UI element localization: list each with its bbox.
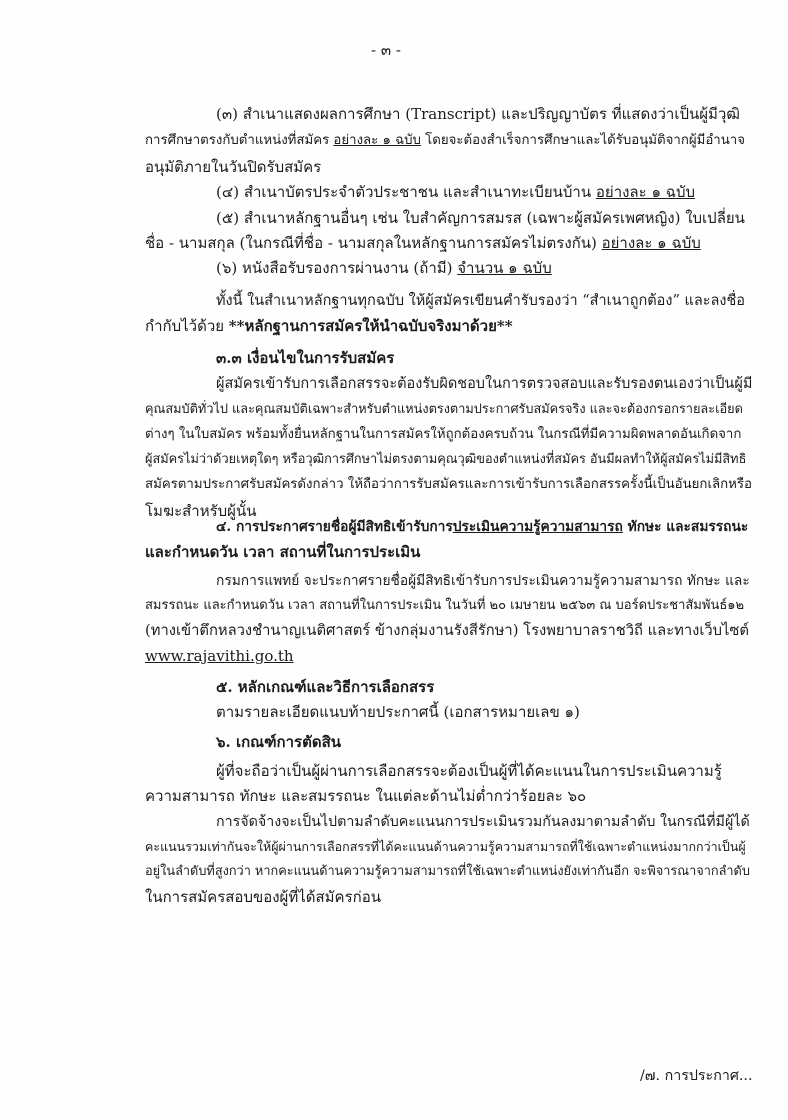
list-item-3-line-3: อนุมัติภายในวันปิดรับสมัคร xyxy=(145,158,322,176)
certify-bold-note: **หลักฐานการสมัครให้นำฉบับจริงมาด้วย** xyxy=(228,317,513,335)
section-3-3-line-3: ต่างๆ ในใบสมัคร พร้อมทั้งยื่นหลักฐานในการสมัครให้ถูกต้องครบถ้วน ในกรณีที่มีความผิดพลาดอันเกิดจาก xyxy=(145,427,742,442)
page-continuation: /๗. การประกาศ... xyxy=(640,1068,753,1084)
list-item-5-quantity: อย่างละ ๑ ฉบับ xyxy=(601,234,701,252)
section-4-heading-underlined: ประเมินความรู้ความสามารถ xyxy=(452,519,623,535)
section-3-3-heading: ๓.๓ เงื่อนไขในการรับสมัคร xyxy=(216,349,395,367)
list-item-6 xyxy=(216,258,552,278)
list-item-3-quantity: อย่างละ ๑ ฉบับ xyxy=(333,133,421,148)
section-3-3-line-6: โมฆะสำหรับผู้นั้น xyxy=(145,502,257,520)
website-link[interactable]: www.rajavithi.go.th xyxy=(145,647,294,665)
section-3-3-line-2: คุณสมบัติทั่วไป และคุณสมบัติเฉพาะสำหรับตำแหน่งตรงตามประกาศรับสมัครจริง และจะต้องกรอกรายละเอียด xyxy=(145,402,743,417)
section-4-heading-text-cont: ทักษะ และสมรรถนะ xyxy=(622,519,749,535)
list-item-6-text: (๖) หนังสือรับรองการผ่านงาน (ถ้ามี) xyxy=(216,259,458,277)
section-3-3-line-1: ผู้สมัครเข้ารับการเลือกสรรจะต้องรับผิดชอบในการตรวจสอบและรับรองตนเองว่าเป็นผู้มี xyxy=(216,376,753,392)
section-4-line-1: กรมการแพทย์ จะประกาศรายชื่อผู้มีสิทธิเข้ารับการประเมินความรู้ความสามารถ ทักษะ และ xyxy=(216,573,750,589)
section-4-line-3: (ทางเข้าตึกหลวงชำนาญเนติศาสตร์ ข้างกลุ่มงานรังสีรักษา) โรงพยาบาลราชวิถี และทางเว็บไซต์ xyxy=(145,622,750,639)
list-item-4-text: (๔) สำเนาบัตรประจำตัวประชาชน และสำเนาทะเบียนบ้าน xyxy=(216,183,596,201)
section-6-heading: ๖. เกณฑ์การตัดสิน xyxy=(216,733,341,751)
list-item-4-quantity: อย่างละ ๑ ฉบับ xyxy=(595,183,696,201)
section-4-heading-text: ๔. การประกาศรายชื่อผู้มีสิทธิเข้ารับการ xyxy=(216,519,453,535)
section-5-text: ตามรายละเอียดแนบท้ายประกาศนี้ (เอกสารหมายเลข ๑) xyxy=(216,703,580,721)
page-number: - ๓ - xyxy=(371,41,401,59)
certify-line-2 xyxy=(145,316,513,336)
list-item-3-text-cont: โดยจะต้องสำเร็จการศึกษาและได้รับอนุมัติจากผู้มีอำนาจ xyxy=(420,133,746,148)
section-6-para-2-line-4: ในการสมัครสอบของผู้ที่ได้สมัครก่อน xyxy=(145,888,381,906)
section-4-line-2: สมรรถนะ และกำหนดวัน เวลา สถานที่ในการประเมิน ในวันที่ ๒๐ เมษายน ๒๕๖๓ ณ บอร์ดประชาสัมพันธ์๑๒ xyxy=(145,598,745,613)
section-4-heading-line-1 xyxy=(216,517,748,537)
certify-text: กำกับไว้ด้วย xyxy=(145,317,229,335)
list-item-5-line-2 xyxy=(145,233,701,253)
list-item-3-text: การศึกษาตรงกับตำแหน่งที่สมัคร xyxy=(145,133,334,148)
section-6-para-2-line-1: การจัดจ้างจะเป็นไปตามลำดับคะแนนการประเมินรวมกันลงมาตามลำดับ ในกรณีที่มีผู้ได้ xyxy=(216,814,750,830)
section-3-3-line-4: ผู้สมัครไม่ว่าด้วยเหตุใดๆ หรือวุฒิการศึกษาไม่ตรงตามคุณวุฒิของตำแหน่งที่สมัคร อันมีผลทำให้ผู้สมัครไม่มีสิทธิ xyxy=(145,452,747,467)
section-3-3-line-5: สมัครตามประกาศรับสมัครดังกล่าว ให้ถือว่าการรับสมัครและการเข้ารับการเลือกสรรครั้งนี้เป็นอันยกเลิกหรือ xyxy=(145,477,752,492)
list-item-4 xyxy=(216,182,695,202)
section-4-heading-line-2: และกำหนดวัน เวลา สถานที่ในการประเมิน xyxy=(145,543,421,561)
list-item-5-text: ชื่อ - นามสกุล (ในกรณีที่ชื่อ - นามสกุลในหลักฐานการสมัครไม่ตรงกัน) xyxy=(145,234,602,252)
section-5-heading: ๕. หลักเกณฑ์และวิธีการเลือกสรร xyxy=(216,678,435,696)
list-item-3-line-2 xyxy=(145,131,745,151)
section-6-para-1-line-2: ความสามารถ ทักษะ และสมรรถนะ ในแต่ละด้านไม่ต่ำกว่าร้อยละ ๖๐ xyxy=(145,787,587,805)
certify-line-1: ทั้งนี้ ในสำเนาหลักฐานทุกฉบับ ให้ผู้สมัครเขียนคำรับรองว่า “สำเนาถูกต้อง” และลงชื่อ xyxy=(216,293,746,309)
section-6-para-2-line-2: คะแนนรวมเท่ากันจะให้ผู้ผ่านการเลือกสรรที่ได้คะแนนด้านความรู้ความสามารถที่ใช้เฉพาะตำแหน่งมากกว่าเป็นผู้ xyxy=(145,839,746,854)
section-6-para-1-line-1: ผู้ที่จะถือว่าเป็นผู้ผ่านการเลือกสรรจะต้องเป็นผู้ที่ได้คะแนนในการประเมินความรู้ xyxy=(216,762,722,780)
list-item-5-line-1: (๕) สำเนาหลักฐานอื่นๆ เช่น ใบสำคัญการสมรส (เฉพาะผู้สมัครเพศหญิง) ใบเปลี่ยน xyxy=(216,209,745,227)
list-item-6-quantity: จำนวน ๑ ฉบับ xyxy=(457,259,552,277)
list-item-3-line-1: (๓) สำเนาแสดงผลการศึกษา (Transcript) และปริญญาบัตร ที่แสดงว่าเป็นผู้มีวุฒิ xyxy=(216,105,740,123)
section-6-para-2-line-3: อยู่ในลำดับที่สูงกว่า หากคะแนนด้านความรู้ความสามารถที่ใช้เฉพาะตำแหน่งยังเท่ากันอีก จะพิจารณาจากลำดับ xyxy=(145,864,750,879)
